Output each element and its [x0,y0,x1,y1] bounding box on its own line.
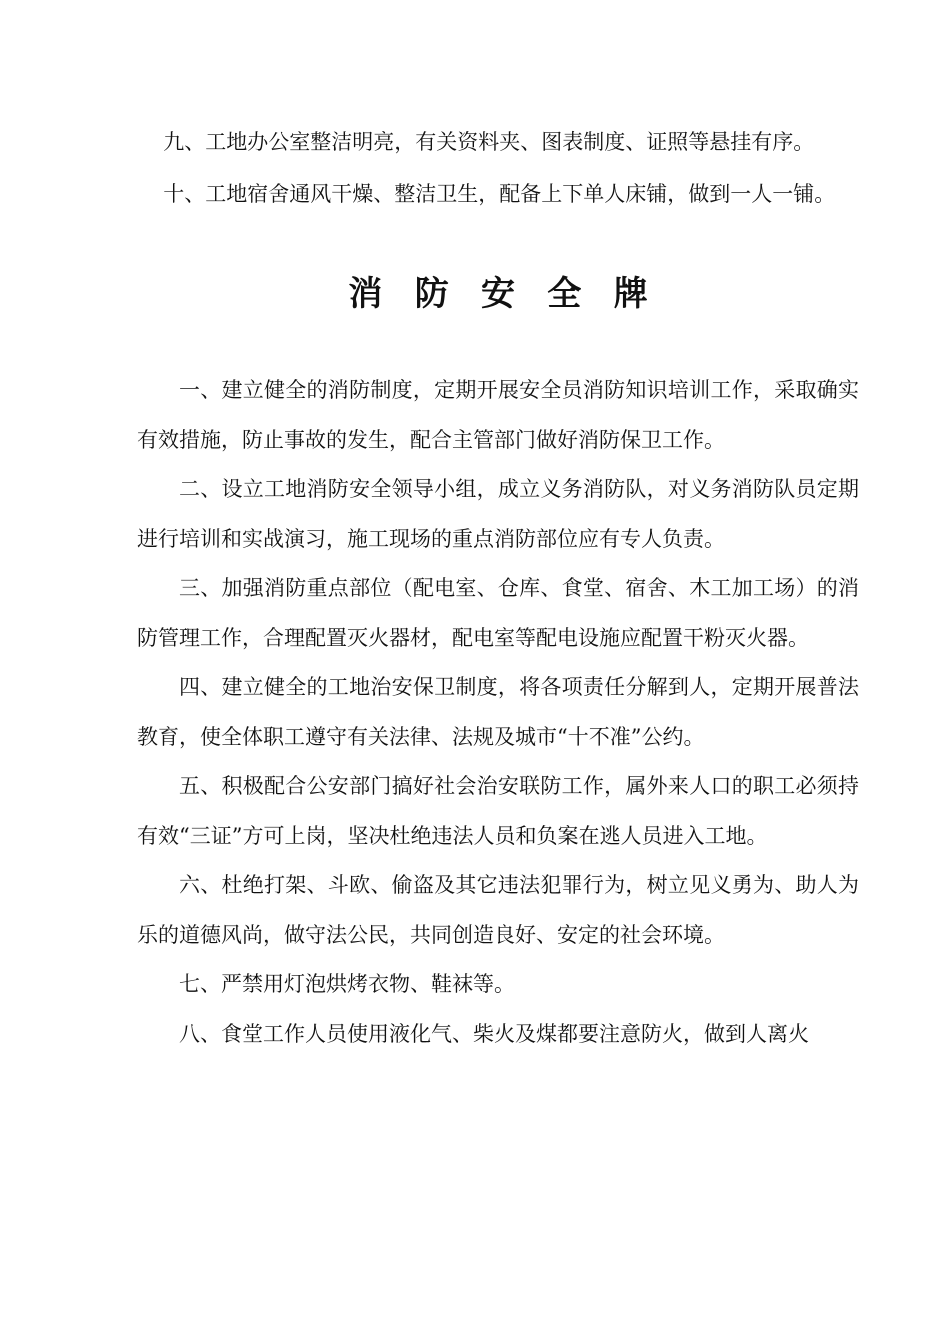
rule-item-9: 九、工地办公室整洁明亮，有关资料夹、图表制度、证照等悬挂有序。 [163,130,815,154]
fire-item-7: 七、严禁用灯泡烘烤衣物、鞋袜等。 [179,972,515,996]
rule-item-10: 十、工地宿舍通风干燥、整洁卫生，配备上下单人床铺，做到一人一铺。 [163,181,836,206]
fire-item-4: 四、建立健全的工地治安保卫制度，将各项责任分解到人，定期开展普法教育，使全体职工遵守有关法律、法规及城市“十不准”公约。 [137,675,859,749]
fire-item-5: 五、积极配合公安部门搞好社会治安联防工作，属外来人口的职工必须持有效“三证”方可上岗，坚决杜绝违法人员和负案在逃人员进入工地。 [137,774,859,848]
section-title: 消防安全牌 [348,274,680,314]
fire-item-8: 八、食堂工作人员使用液化气、柴火及煤都要注意防火，做到人离火 [179,1021,809,1046]
fire-item-1: 一、建立健全的消防制度，定期开展安全员消防知识培训工作，采取确实有效措施，防止事故的发生，配合主管部门做好消防保卫工作。 [137,378,859,452]
fire-item-6: 六、杜绝打架、斗欧、偷盗及其它违法犯罪行为，树立见义勇为、助人为乐的道德风尚，做守法公民，共同创造良好、安定的社会环境。 [137,873,859,947]
fire-item-3: 三、加强消防重点部位（配电室、仓库、食堂、宿舍、木工加工场）的消防管理工作，合理配置灭火器材，配电室等配电设施应配置干粉灭火器。 [137,576,859,650]
fire-item-2: 二、设立工地消防安全领导小组，成立义务消防队，对义务消防队员定期进行培训和实战演习，施工现场的重点消防部位应有专人负责。 [137,477,859,551]
document-page [137,118,859,1059]
